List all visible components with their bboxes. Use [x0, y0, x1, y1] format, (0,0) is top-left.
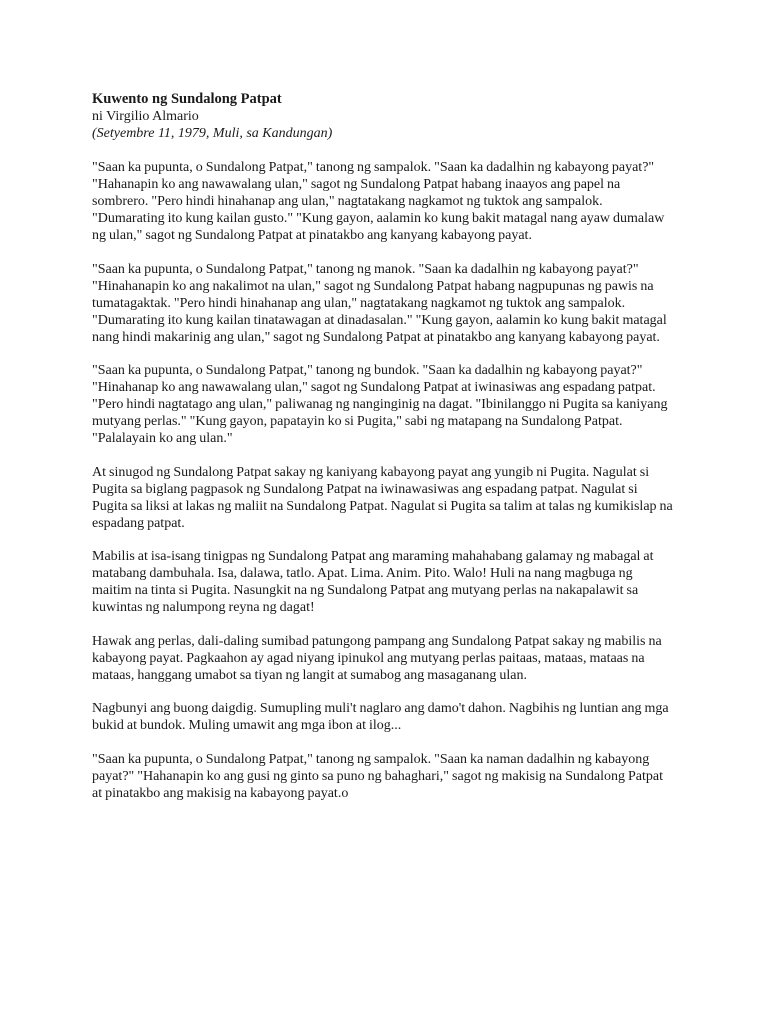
paragraph: "Saan ka pupunta, o Sundalong Patpat," tanong ng manok. "Saan ka dadalhin ng kabayong payat?" "Hinahanapin ko ang nakalimot na ulan," sagot ng Sundalong Patpat habang nagpupunas ng pawis na tumatagaktak. "Pero hindi hinahanap ang ulan," nagtatakang nagkamot ng tuktok ang sampalok. "Dumarating ito kung kailan tinatawagan at dinadasalan." "Kung gayon, aalamin ko kung bakit matagal nang hindi makarinig ang ulan," sagot ng Sundalong Patpat at pinatakbo ang kanyang kabayong payat. — [92, 261, 667, 345]
paragraph: "Saan ka pupunta, o Sundalong Patpat," tanong ng sampalok. "Saan ka naman dadalhin ng kabayong payat?" "Hahanapin ko ang gusi ng ginto sa puno ng bahaghari," sagot ng makisig na Sundalong Patpat at pinatakbo ang makisig na kabayong payat.o — [92, 751, 663, 801]
story-title: Kuwento ng Sundalong Patpat — [92, 91, 282, 107]
paragraph: At sinugod ng Sundalong Patpat sakay ng kaniyang kabayong payat ang yungib ni Pugita. Nagulat si Pugita sa biglang pagpasok ng Sundalong Patpat na iwinawasiwas ang espadang patpat. Nagulat si Pugita sa liksi at lakas ng maliit na Sundalong Patpat. Nagulat si Pugita sa talim at talas ng kumikislap na espadang patpat. — [92, 464, 673, 531]
dateline: (Setyembre 11, 1979, Muli, sa Kandungan) — [92, 126, 333, 141]
paragraph: Hawak ang perlas, dali-daling sumibad patungong pampang ang Sundalong Patpat sakay ng mabilis na kabayong payat. Pagkaahon ay agad niyang ipinukol ang mutyang perlas paitaas, mataas, mataas na mataas, hanggang umabot sa tiyan ng langit at sumabog ang masaganang ulan. — [92, 633, 662, 683]
paragraph: "Saan ka pupunta, o Sundalong Patpat," tanong ng bundok. "Saan ka dadalhin ng kabayong payat?" "Hinahanap ko ang nawawalang ulan," sagot ng Sundalong Patpat at iwinasiwas ang espadang patpat. "Pero hindi nagtatago ang ulan," paliwanag ng nanginginig na dagat. "Ibinilanggo ni Pugita sa kaniyang mutyang perlas." "Kung gayon, papatayin ko si Pugita," sabi ng matapang na Sundalong Patpat. "Palalayain ko ang ulan." — [92, 363, 668, 446]
paragraph: "Saan ka pupunta, o Sundalong Patpat," tanong ng sampalok. "Saan ka dadalhin ng kabayong payat?" "Hahanapin ko ang nawawalang ulan," sagot ng Sundalong Patpat habang inaayos ang papel na sombrero. "Pero hindi hinahanap ang ulan," nagtatakang nagkamot ng tuktok ang sampalok. "Dumarating ito kung kailan gusto." "Kung gayon, aalamin ko kung bakit matagal nang ayaw dumalaw ng ulan," sagot ng Sundalong Patpat at pinatakbo ang kanyang kabayong payat. — [92, 160, 665, 243]
document-page — [92, 90, 674, 818]
document-header — [92, 90, 674, 142]
paragraph: Nagbunyi ang buong daigdig. Sumupling muli't naglaro ang damo't dahon. Nagbihis ng luntian ang mga bukid at bundok. Muling umawit ang mga ibon at ilog... — [92, 701, 669, 733]
paragraph: Mabilis at isa-isang tinigpas ng Sundalong Patpat ang maraming mahahabang galamay ng mabagal at matabang dambuhala. Isa, dalawa, tatlo. Apat. Lima. Anim. Pito. Walo! Huli na nang magbuga ng maitim na tinta si Pugita. Nasungkit na ng Sundalong Patpat ang mutyang perlas na nakapalawit sa kuwintas ng nalumpong reyna ng dagat! — [92, 549, 654, 615]
author-line: ni Virgilio Almario — [92, 109, 199, 124]
